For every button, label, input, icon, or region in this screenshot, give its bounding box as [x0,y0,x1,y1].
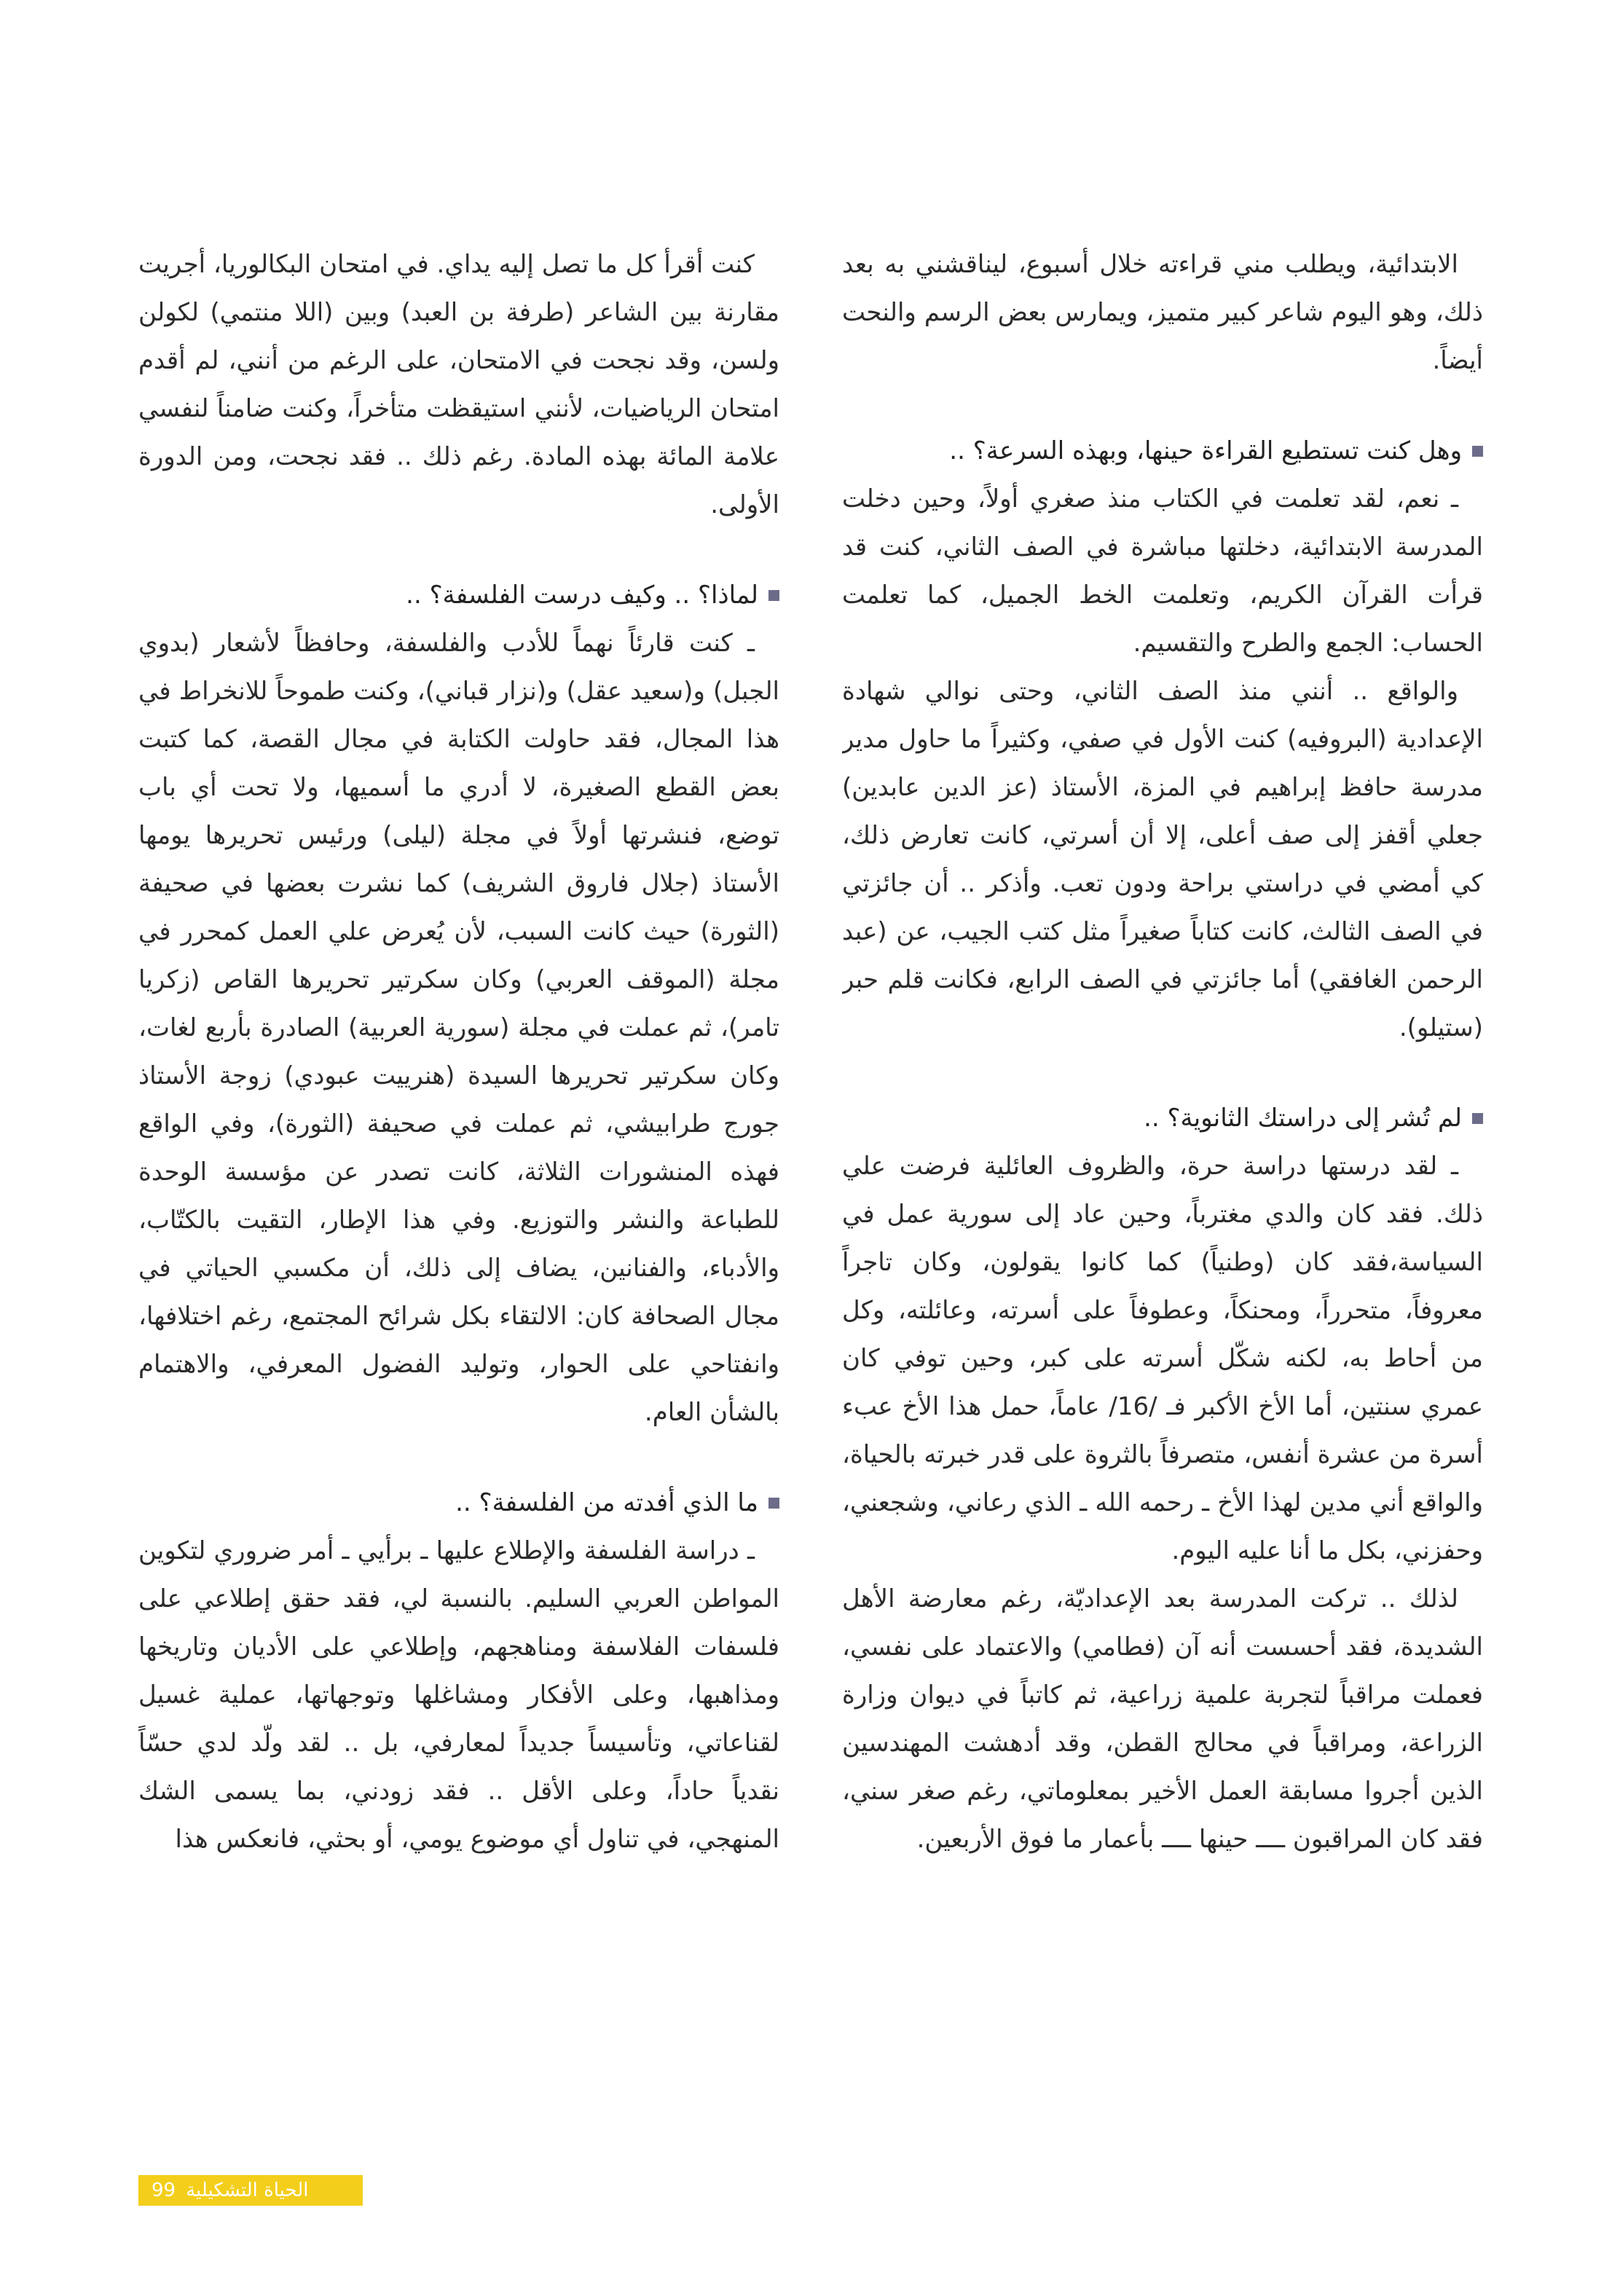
square-bullet-icon [768,590,779,601]
interview-question [842,1094,1483,1142]
question-text: وهل كنت تستطيع القراءة حينها، وبهذه السرعة؟ .. [949,436,1462,465]
question-text: لماذا؟ .. وكيف درست الفلسفة؟ .. [406,581,758,610]
square-bullet-icon [1472,1113,1483,1124]
article-paragraph: والواقع .. أنني منذ الصف الثاني، وحتى نوالي شهادة الإعدادية (البروفيه) كنت الأول في صفي، وكثيراً ما حاول مدير مدرسة حافظ إبراهيم في المزة، الأستاذ (عز الدين عابدين) جعلي أقفز إلى صف أعلى، إلا أن أسرتي، كانت تعارض ذلك، كي أمضي في دراستي براحة ودون تعب. وأذكر .. أن جائزتي في الصف الثالث، كانت كتاباً صغيراً مثل كتب الجيب، عن (عبد الرحمن الغافقي) أما جائزتي في الصف الرابع، فكانت قلم حبر (ستيلو). [842,677,1483,1042]
question-text: ما الذي أفدته من الفلسفة؟ .. [455,1488,758,1517]
article-paragraph: لذلك .. تركت المدرسة بعد الإعداديّة، رغم معارضة الأهل الشديدة، فقد أحسست أنه آن (فطامي) والاعتماد على نفسي، فعملت مراقباً لتجربة علمية زراعية، ثم كاتباً في ديوان وزارة الزراعة، ومراقباً في محالج القطن، وقد أدهشت المهندسين الذين أجروا مسابقة العمل الأخير بمعلوماتي، رغم صغر سني، فقد كان المراقبون ــــ حينها ــــ بأعمار ما فوق الأربعين. [842,1584,1483,1854]
article-paragraph: ـ نعم، لقد تعلمت في الكتاب منذ صغري أولاً، وحين دخلت المدرسة الابتدائية، دخلتها مباشرة في الصف الثاني، كنت قد قرأت القرآن الكريم، وتعلمت الخط الجميل، كما تعلمت الحساب: الجمع والطرح والتقسيم. [842,484,1483,658]
article-paragraph: الابتدائية، ويطلب مني قراءته خلال أسبوع، ليناقشني به بعد ذلك، وهو اليوم شاعر كبير متميز، ويمارس بعض الرسم والنحت أيضاً. [842,250,1483,375]
article-paragraph: ـ دراسة الفلسفة والإطلاع عليها ـ برأيي ـ أمر ضروري لتكوين المواطن العربي السليم. بالنسبة لي، فقد حقق إطلاعي على فلسفات الفلاسفة ومناهجهم، وإطلاعي على الأديان وتاريخها ومذاهبها، وعلى الأفكار ومشاغلها وتوجهاتها، عملية غسيل لقناعاتي، وتأسيساً جديداً لمعارفي، بل .. لقد ولّد لدي حسّاً نقدياً حاداً، وعلى الأقل .. فقد زودني، بما يسمى الشك المنهجي، في تناول أي موضوع يومي، أو بحثي، فانعكس هذا [138,1536,779,1854]
interview-question [138,571,779,619]
article-paragraph: ـ كنت قارئاً نهماً للأدب والفلسفة، وحافظاً لأشعار (بدوي الجبل) و(سعيد عقل) و(نزار قباني)، وكنت طموحاً للانخراط في هذا المجال، فقد حاولت الكتابة في مجال القصة، كما كتبت بعض القطع الصغيرة، لا أدري ما أسميها، ولا تحت أي باب توضع، فنشرتها أولاً في مجلة (ليلى) ورئيس تحريرها يومها الأستاذ (جلال فاروق الشريف) كما نشرت بعضها في صحيفة (الثورة) حيث كانت السبب، لأن يُعرض علي العمل كمحرر في مجلة (الموقف العربي) وكان سكرتير تحريرها القاص (زكريا تامر)، ثم عملت في مجلة (سورية العربية) الصادرة بأربع لغات، وكان سكرتير تحريرها السيدة (هنرييت عبودي) زوجة الأستاذ جورج طرابيشي، ثم عملت في صحيفة (الثورة)، وفي الواقع فهذه المنشورات الثلاثة، كانت تصدر عن مؤسسة الوحدة للطباعة والنشر والتوزيع. وفي هذا الإطار، التقيت بالكتّاب، والأدباء، والفنانين، يضاف إلى ذلك، أن مكسبي الحياتي في مجال الصحافة كان: الالتقاء بكل شرائح المجتمع، رغم اختلافها، وانفتاحي على الحوار، وتوليد الفضول المعرفي، والاهتمام بالشأن العام. [138,629,779,1427]
article-paragraph: ـ لقد درستها دراسة حرة، والظروف العائلية فرضت علي ذلك. فقد كان والدي مغترباً، وحين عاد إلى سورية عمل في السياسة،فقد كان (وطنياً) كما كانوا يقولون، وكان تاجراً معروفاً، متحرراً، ومحنكاً، وعطوفاً على أسرته، وعائلته، وكل من أحاط به، لكنه شكّل أسرته على كبر، وحين توفي كان عمري سنتين، أما الأخ الأكبر فـ /16/ عاماً، حمل هذا الأخ عبء أسرة من عشرة أنفس، متصرفاً بالثروة على قدر خبرته بالحياة، والواقع أني مدين لهذا الأخ ـ رحمه الله ـ الذي رعاني، وشجعني، وحفزني، بكل ما أنا عليه اليوم. [842,1152,1483,1565]
interview-question [138,1479,779,1527]
question-text: لم تُشر إلى دراستك الثانوية؟ .. [1144,1104,1462,1133]
magazine-title: الحياة التشكيلية [186,2179,309,2201]
square-bullet-icon [1472,446,1483,457]
article-column-left [138,240,779,2010]
interview-question [842,427,1483,475]
article-paragraph: كنت أقرأ كل ما تصل إليه يداي. في امتحان البكالوريا، أجريت مقارنة بين الشاعر (طرفة بن العبد) وبين (اللا منتمي) لكولن ولسن، وقد نجحت في الامتحان، على الرغم من أنني، لم أقدم امتحان الرياضيات، لأنني استيقظت متأخراً، وكنت ضامناً لنفسي علامة المائة بهذه المادة. رغم ذلك .. فقد نجحت، ومن الدورة الأولى. [138,250,779,519]
page-number: 99 [152,2179,176,2201]
footer-bar [138,2175,363,2206]
article-column-right [842,240,1483,2010]
square-bullet-icon [768,1498,779,1509]
